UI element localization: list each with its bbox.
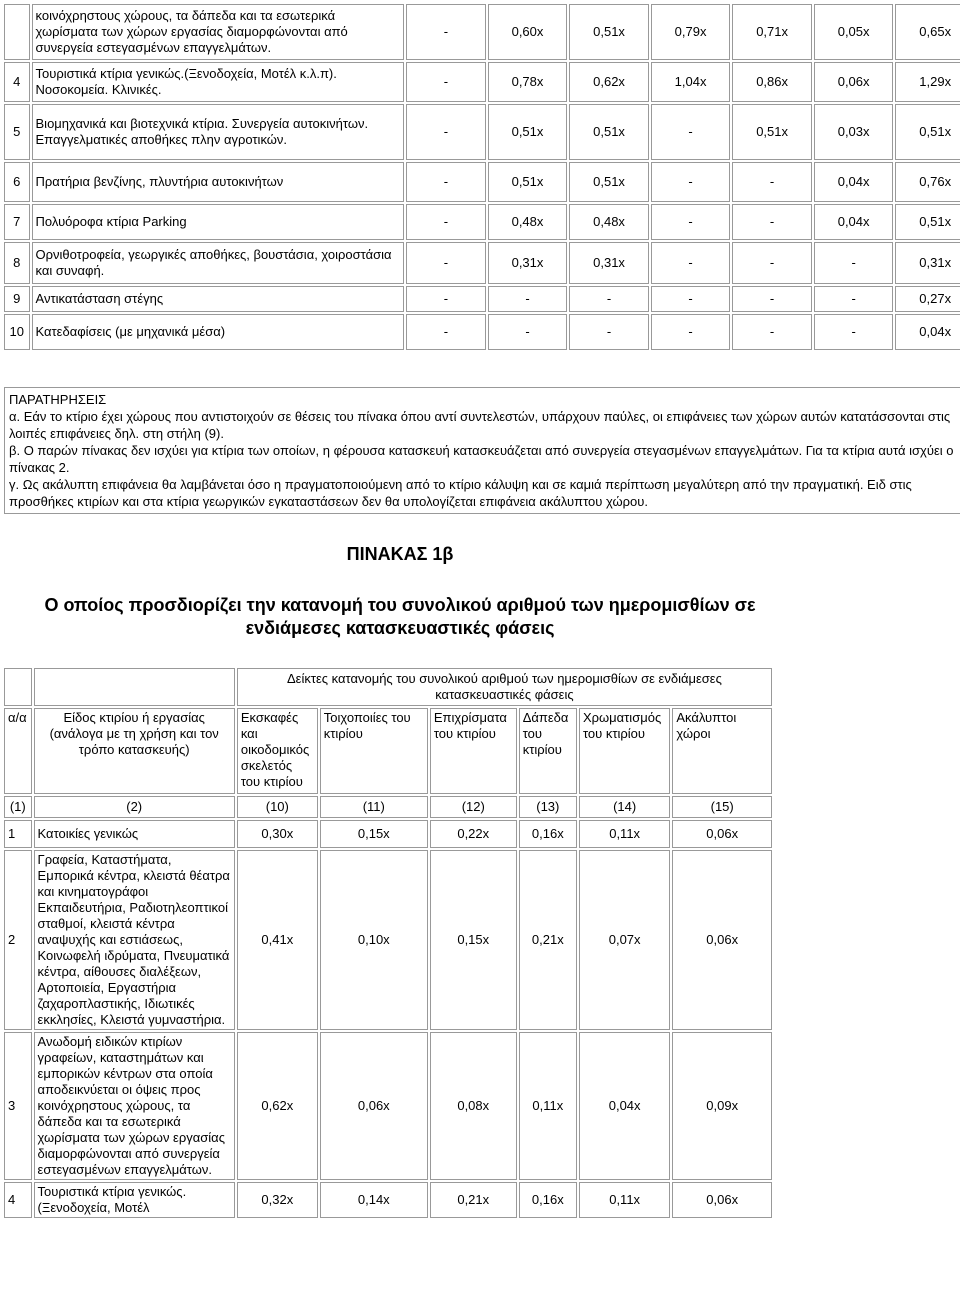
row-description: κοινόχρηστους χώρους, τα δάπεδα και τα εσωτερικά χωρίσματα των χώρων εργασίας διαμορφώνονται από συνεργεία εστεγασμένων επαγγελμάτων. <box>32 4 405 60</box>
blank-cell <box>4 668 32 706</box>
cell-value: 0,86x <box>732 62 812 102</box>
cell-value: 0,79x <box>651 4 731 60</box>
column-number: (13) <box>519 796 577 818</box>
cell-value: - <box>651 162 731 202</box>
cell-value: 0,15x <box>430 850 517 1030</box>
row-index: 2 <box>4 850 32 1030</box>
header-cell: Είδος κτιρίου ή εργασίας (ανάλογα με τη χρήση και τον τρόπο κατασκευής) <box>34 708 235 794</box>
row-index: 9 <box>4 286 30 312</box>
cell-value: 0,71x <box>732 4 812 60</box>
header-cell: Χρωματισμός του κτιρίου <box>579 708 670 794</box>
note-c: γ. Ως ακάλυπτη επιφάνεια θα λαμβάνεται όσο η πραγματοποιούμενη από το κτίριο κάλυψη και σε καμιά περίπτωση μεγαλύτερη από την πραγματική. Ειδ στις προσθήκες κτιρίων και στα κτίρια γεωργικών εγκαταστάσεων δεν θα υπολογίζεται επιφάνεια ακάλυπτου χώρου. <box>9 477 912 509</box>
cell-value: 0,06x <box>672 1182 772 1218</box>
table-row <box>4 820 772 848</box>
cell-value: - <box>406 242 486 284</box>
table-row <box>4 242 960 284</box>
cell-value: 0,14x <box>320 1182 428 1218</box>
cell-value: 0,05x <box>814 4 894 60</box>
row-index: 7 <box>4 204 30 240</box>
cell-value: - <box>651 314 731 350</box>
cell-value: 1,29x <box>895 62 960 102</box>
cell-value: - <box>569 286 649 312</box>
column-number: (14) <box>579 796 670 818</box>
page-title: ΠΙΝΑΚΑΣ 1β <box>346 544 454 564</box>
group-header: Δείκτες κατανομής του συνολικού αριθμού των ημερομισθίων σε ενδιάμεσες κατασκευαστικές φάσεις <box>237 668 772 706</box>
blank-cell <box>34 668 235 706</box>
cell-value: 0,06x <box>672 850 772 1030</box>
table-row <box>4 62 960 102</box>
cell-value: 0,21x <box>519 850 577 1030</box>
cell-value: 0,31x <box>569 242 649 284</box>
row-description: Τουριστικά κτίρια γενικώς.(Ξενοδοχεία, Μοτέλ <box>34 1182 235 1218</box>
header-cell: Τοιχοποιίες του κτιρίου <box>320 708 428 794</box>
cell-value: 0,16x <box>519 1182 577 1218</box>
row-description: Κατοικίες γενικώς <box>34 820 235 848</box>
cell-value: 0,03x <box>814 104 894 160</box>
cell-value: - <box>814 242 894 284</box>
column-number: (2) <box>34 796 235 818</box>
cell-value: - <box>406 62 486 102</box>
cell-value: 0,76x <box>895 162 960 202</box>
cell-value: 0,21x <box>430 1182 517 1218</box>
cell-value: 0,11x <box>579 820 670 848</box>
row-index: 10 <box>4 314 30 350</box>
cell-value: - <box>732 314 812 350</box>
column-number: (1) <box>4 796 32 818</box>
row-description: Ορνιθοτροφεία, γεωργικές αποθήκες, βουστάσια, χοιροστάσια και συναφή. <box>32 242 405 284</box>
row-index <box>4 4 30 60</box>
cell-value: 0,08x <box>430 1032 517 1180</box>
cell-value: - <box>732 242 812 284</box>
notes-heading: ΠΑΡΑΤΗΡΗΣΕΙΣ <box>9 392 107 407</box>
cell-value: - <box>732 286 812 312</box>
note-a: α. Εάν το κτίριο έχει χώρους που αντιστοιχούν σε θέσεις του πίνακα όπου αντί συντελεστών, υπάρχουν παύλες, οι επιφάνειες των χώρων αυτών κατατάσσονται στις λοιπές επιφάνειες δηλ. στη στήλη (9). <box>9 409 951 441</box>
cell-value: - <box>406 162 486 202</box>
cell-value: 0,10x <box>320 850 428 1030</box>
cell-value: - <box>651 104 731 160</box>
cell-value: 0,51x <box>732 104 812 160</box>
row-description: Γραφεία, Καταστήματα, Εμπορικά κέντρα, κλειστά θέατρα και κινηματογράφοι Εκπαιδευτήρια, Ραδιοτηλεοπτικοί σταθμοί, κλειστά κέντρα αναψυχής και εστιάσεως, Κοινωφελή ιδρύματα, Πνευματικά κέντρα, αίθουσες διαλέξεων, Αρτοποιεία, Εργαστήρια ζαχαροπλαστικής, Ιδιωτικές εκκλησίες, Κλειστά γυμναστήρια. <box>34 850 235 1030</box>
cell-value: - <box>814 314 894 350</box>
cell-value: 0,51x <box>569 162 649 202</box>
cell-value: - <box>406 104 486 160</box>
row-description: Πολυόροφα κτίρια Parking <box>32 204 405 240</box>
cell-value: 1,04x <box>651 62 731 102</box>
column-number: (12) <box>430 796 517 818</box>
cell-value: 0,65x <box>895 4 960 60</box>
table-row <box>4 1182 772 1218</box>
table-row <box>4 104 960 160</box>
table-row <box>4 286 960 312</box>
cell-value: 0,51x <box>895 104 960 160</box>
table-1b <box>2 666 774 1220</box>
row-index: 6 <box>4 162 30 202</box>
cell-value: - <box>651 204 731 240</box>
cell-value: - <box>406 286 486 312</box>
notes-box <box>2 385 960 516</box>
cell-value: 0,11x <box>519 1032 577 1180</box>
cell-value: 0,31x <box>488 242 568 284</box>
cell-value: 0,04x <box>895 314 960 350</box>
cell-value: 0,62x <box>569 62 649 102</box>
cell-value: 0,30x <box>237 820 318 848</box>
cell-value: 0,15x <box>320 820 428 848</box>
cell-value: 0,06x <box>320 1032 428 1180</box>
cell-value: 0,32x <box>237 1182 318 1218</box>
row-index: 5 <box>4 104 30 160</box>
page-subtitle: Ο οποίος προσδιορίζει την κατανομή του συνολικού αριθμού των ημερομισθίων σε ενδιάμεσες κατασκευαστικές φάσεις <box>44 595 756 638</box>
cell-value: - <box>488 314 568 350</box>
cell-value: 0,04x <box>814 204 894 240</box>
cell-value: 0,16x <box>519 820 577 848</box>
row-description: Πρατήρια βενζίνης, πλυντήρια αυτοκινήτων <box>32 162 405 202</box>
cell-value: - <box>406 4 486 60</box>
cell-value: 0,22x <box>430 820 517 848</box>
header-cell: α/α <box>4 708 32 794</box>
cell-value: 0,31x <box>895 242 960 284</box>
row-description: Βιομηχανικά και βιοτεχνικά κτίρια. Συνεργεία αυτοκινήτων. Επαγγελματικές αποθήκες πλην αγροτικών. <box>32 104 405 160</box>
cell-value: 0,51x <box>569 104 649 160</box>
cell-value: 0,48x <box>488 204 568 240</box>
cell-value: 0,06x <box>672 820 772 848</box>
cell-value: 0,51x <box>895 204 960 240</box>
cell-value: 0,60x <box>488 4 568 60</box>
cell-value: 0,27x <box>895 286 960 312</box>
cell-value: 0,07x <box>579 850 670 1030</box>
row-description: Ανωδομή ειδικών κτιρίων γραφείων, καταστημάτων και εμπορικών κέντρων στα οποία αποδεικνύεται οι όψεις προς κοινόχρηστους χώρους, τα δάπεδα και τα εσωτερικά χωρίσματα των χώρων εργασίας διαμορφώνονται από συνεργεία εστεγασμένων επαγγελμάτων. <box>34 1032 235 1180</box>
header-cell: Ακάλυπτοι χώροι <box>672 708 772 794</box>
row-description: Τουριστικά κτίρια γενικώς.(Ξενοδοχεία, Μοτέλ κ.λ.π). Νοσοκομεία. Κλινικές. <box>32 62 405 102</box>
row-index: 1 <box>4 820 32 848</box>
cell-value: - <box>651 242 731 284</box>
cell-value: 0,78x <box>488 62 568 102</box>
row-index: 4 <box>4 1182 32 1218</box>
table-row <box>4 1032 772 1180</box>
cell-value: - <box>651 286 731 312</box>
cell-value: 0,41x <box>237 850 318 1030</box>
note-b: β. Ο παρών πίνακας δεν ισχύει για κτίρια των οποίων, η φέρουσα κατασκευή κατασκευάζεται από συνεργεία στεγασμένων επαγγελμάτων. Για τα κτίρια αυτά ισχύει ο πίνακας 2. <box>9 443 954 475</box>
table-row <box>4 850 772 1030</box>
column-number: (15) <box>672 796 772 818</box>
cell-value: - <box>814 286 894 312</box>
cell-value: 0,04x <box>579 1032 670 1180</box>
row-index: 8 <box>4 242 30 284</box>
row-index: 3 <box>4 1032 32 1180</box>
row-description: Κατεδαφίσεις (με μηχανικά μέσα) <box>32 314 405 350</box>
cell-value: 0,04x <box>814 162 894 202</box>
table-row <box>4 4 960 60</box>
table-row <box>4 204 960 240</box>
cell-value: - <box>488 286 568 312</box>
cell-value: 0,51x <box>488 162 568 202</box>
table-row <box>4 314 960 350</box>
header-cell: Εκσκαφές και οικοδομικός σκελετός του κτιρίου <box>237 708 318 794</box>
cell-value: 0,51x <box>488 104 568 160</box>
cell-value: - <box>406 314 486 350</box>
table-1-continuation <box>2 2 960 352</box>
cell-value: 0,06x <box>814 62 894 102</box>
cell-value: - <box>569 314 649 350</box>
cell-value: - <box>732 204 812 240</box>
cell-value: 0,11x <box>579 1182 670 1218</box>
cell-value: - <box>406 204 486 240</box>
header-cell: Επιχρίσματα του κτιρίου <box>430 708 517 794</box>
table-row <box>4 162 960 202</box>
cell-value: - <box>732 162 812 202</box>
column-number: (10) <box>237 796 318 818</box>
cell-value: 0,62x <box>237 1032 318 1180</box>
row-index: 4 <box>4 62 30 102</box>
cell-value: 0,09x <box>672 1032 772 1180</box>
column-number: (11) <box>320 796 428 818</box>
row-description: Αντικατάσταση στέγης <box>32 286 405 312</box>
cell-value: 0,48x <box>569 204 649 240</box>
header-cell: Δάπεδα του κτιρίου <box>519 708 577 794</box>
cell-value: 0,51x <box>569 4 649 60</box>
